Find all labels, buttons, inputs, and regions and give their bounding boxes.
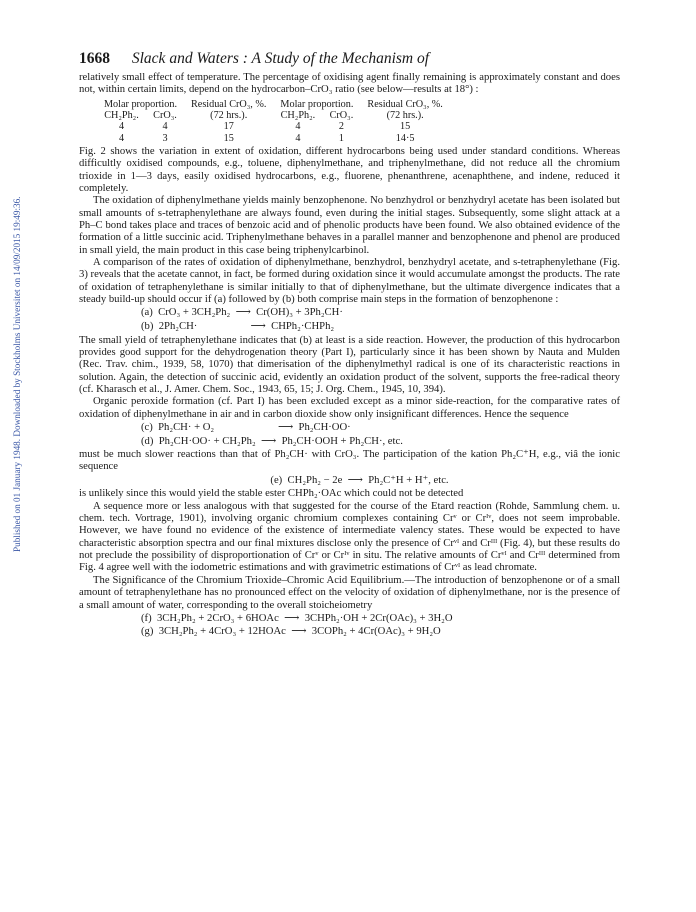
table-head-molar-1: Molar proportion. (104, 98, 177, 110)
table-head-residual-1: Residual CrO₃, %. (191, 98, 267, 110)
paragraph-7: must be much slower reactions than that of Ph₂CH· with CrO₃. The participation of the kation Ph₂C⁺H, e.g., viâ the ionic sequence (79, 449, 620, 473)
paragraph-6: Organic peroxide formation (cf. Part I) has been excluded except as a minor side-reaction, for the comparative rates of oxidation of diphenylmethane in air and in carbon dioxide show only insignificant differences. Hence the sequence (79, 396, 620, 420)
download-watermark: Published on 01 January 1948. Downloaded by Stockholms Universitet on 14/09/2015 19:49:36. (12, 196, 22, 552)
equation-f: (f) 3CH₂Ph₂ + 2CrO₃ + 6HOAc ⟶ 3CHPh₂·OH + 2Cr(OAc)₃ + 3H₂O (141, 612, 453, 624)
paragraph-5: The small yield of tetraphenylethane indicates that (b) at least is a side reaction. However, the production of this hydrocarbon provides good support for the dehydrogenation theory (Part I), particularly since it has been shown by Nauta and Mulden (Rec. Trav. chim., 1939, 58, 1070) that dimerisation of the diphenylmethyl radical is one of its characteristic reactions in solution. Again, the detection of succinic acid, evidently an oxidation product of the solvent, supports the free-radical theory (cf. Kharasch et al., J. Amer. Chem. Soc., 1943, 65, 15; J. Org. Chem., 1945, 10, 394). (79, 334, 620, 395)
equation-g: (g) 3CH₂Ph₂ + 4CrO₃ + 12HOAc ⟶ 3COPh₂ + 4Cr(OAc)₃ + 9H₂O (141, 626, 441, 638)
table-subhead: CH₂Ph₂. (104, 109, 139, 121)
table-cell: 4 (162, 121, 168, 133)
paragraph-10: The Significance of the Chromium Trioxide–Chromic Acid Equilibrium.—The introduction of benzophenone or of a small amount of tetraphenylethane has no pronounced effect on the velocity of oxidation of diphenylmethane, nor is the presence of a small amount of water, corresponding to the overall stoicheiometry (79, 574, 620, 611)
table-subhead: (72 hrs.). (210, 109, 248, 121)
table-cell: 2 (338, 121, 344, 133)
table-cell: 15 (223, 132, 234, 144)
equation-d: (d) Ph₂CH·OO· + CH₂Ph₂ ⟶ Ph₂CH·OOH + Ph₂CH·, etc. (141, 435, 403, 447)
equation-c: (c) Ph₂CH· + O₂ ⟶ Ph₂CH·OO· (141, 421, 351, 433)
equation-a: (a) CrO₃ + 3CH₂Ph₂ ⟶ Cr(OH)₃ + 3Ph₂CH· (141, 307, 343, 319)
table-subhead: CrO₃. (329, 109, 354, 121)
table-cell: 4 (118, 132, 125, 144)
page-number: 1668 (79, 50, 110, 67)
running-header (79, 50, 619, 68)
table-head-residual-2: Residual CrO₃, %. (367, 98, 443, 110)
table-head-molar-2: Molar proportion. (280, 98, 354, 110)
paragraph-8: is unlikely since this would yield the stable ester CHPh₂·OAc which could not be detected (79, 488, 464, 500)
table-cell: 4 (118, 121, 125, 133)
paragraph-1: relatively small effect of temperature. The percentage of oxidising agent finally remaining is approximately constant and does not, within certain limits, depend on the hydrocarbon–CrO₃ ratio (see below—results at 18°) : (79, 72, 620, 96)
article-body (79, 72, 620, 640)
paragraph-2: Fig. 2 shows the variation in extent of oxidation, different hydrocarbons being used under standard conditions. Whereas difficultly oxidised compounds, e.g., toluene, diphenylmethane, and triphenylmethane, did not reduce all the chromium trioxide in 1—3 days, easily oxidised hydrocarbons, e.g., fluorene, phenanthrene, acenaphthene, and indene, reduced it completely. (79, 145, 620, 194)
table-row (97, 121, 450, 132)
table-subhead: (72 hrs.). (386, 109, 424, 121)
table-cell: 3 (162, 132, 168, 144)
paragraph-4: A comparison of the rates of oxidation of diphenylmethane, benzhydrol, benzhydryl acetate, and s-tetraphenylethane (Fig. 3) reveals that the acetate cannot, in fact, be formed during oxidation since it would accumulate amongst the products. The rate of oxidation of tetraphenylethane is similar initially to that of diphenylmethane, but the ultimate divergence indicates that a steady build-up should occur if (a) followed by (b) both comprise main steps in the formation of benzophenone : (79, 256, 620, 305)
paragraph-9: A sequence more or less analogous with that suggested for the course of the Etard reaction (Rohde, Sammlung chem. u. chem. tech. Vortrage, 1901), involving organic chromium complexes containing Crᵛ or Crᴵᵛ, does not seem improbable. However, we have found no evidence of the existence of intermediate valency states. These would be expected to have characteristic absorption spectra and our final mixtures disclose only the presence of Crᵛᴵ and Crᴵᴵᴵ (Fig. 4), but these results do not preclude the possibility of disproportionation of Crᵛ or Crᴵᵛ in situ. The relative amounts of Crᵛᴵ and Crᴵᴵᴵ determined from Fig. 4 agree well with the iodometric estimations and with gravimetric estimations of Crᵛᴵ as lead chromate. (79, 500, 620, 574)
table-subhead: CrO₃. (153, 109, 177, 121)
table-cell: 1 (338, 132, 344, 144)
table-cell: 4 (295, 132, 301, 144)
paragraph-3: The oxidation of diphenylmethane yields mainly benzophenone. No benzhydrol or benzhydryl acetate has been isolated but small amounts of s-tetraphenylethane are always found, even during the initial stages. Subsequently, some slight attack at a Ph–C bond takes place and traces of benzoic acid and of phenolic products have been found. We also obtained evidence of the formation of a little succinic acid. Triphenylmethane behaves in a parallel manner and benzophenone and phenol are produced in small yield, the main product in this case being triphenylcarbinol. (79, 195, 620, 256)
table-row (97, 133, 450, 144)
table-cell: 4 (295, 121, 301, 133)
table-subhead: CH₂Ph₂. (280, 109, 316, 121)
equation-b: (b) 2Ph₂CH· ⟶ CHPh₂·CHPh₂ (141, 320, 335, 332)
table-cell: 17 (223, 121, 234, 133)
equation-e: (e) CH₂Ph₂ − 2e ⟶ Ph₂C⁺H + H⁺, etc. (270, 474, 449, 486)
molar-proportion-table (97, 99, 450, 144)
running-title: Slack and Waters : A Study of the Mechanism of (131, 50, 430, 67)
table-cell: 14·5 (395, 132, 415, 144)
table-cell: 15 (400, 121, 411, 133)
